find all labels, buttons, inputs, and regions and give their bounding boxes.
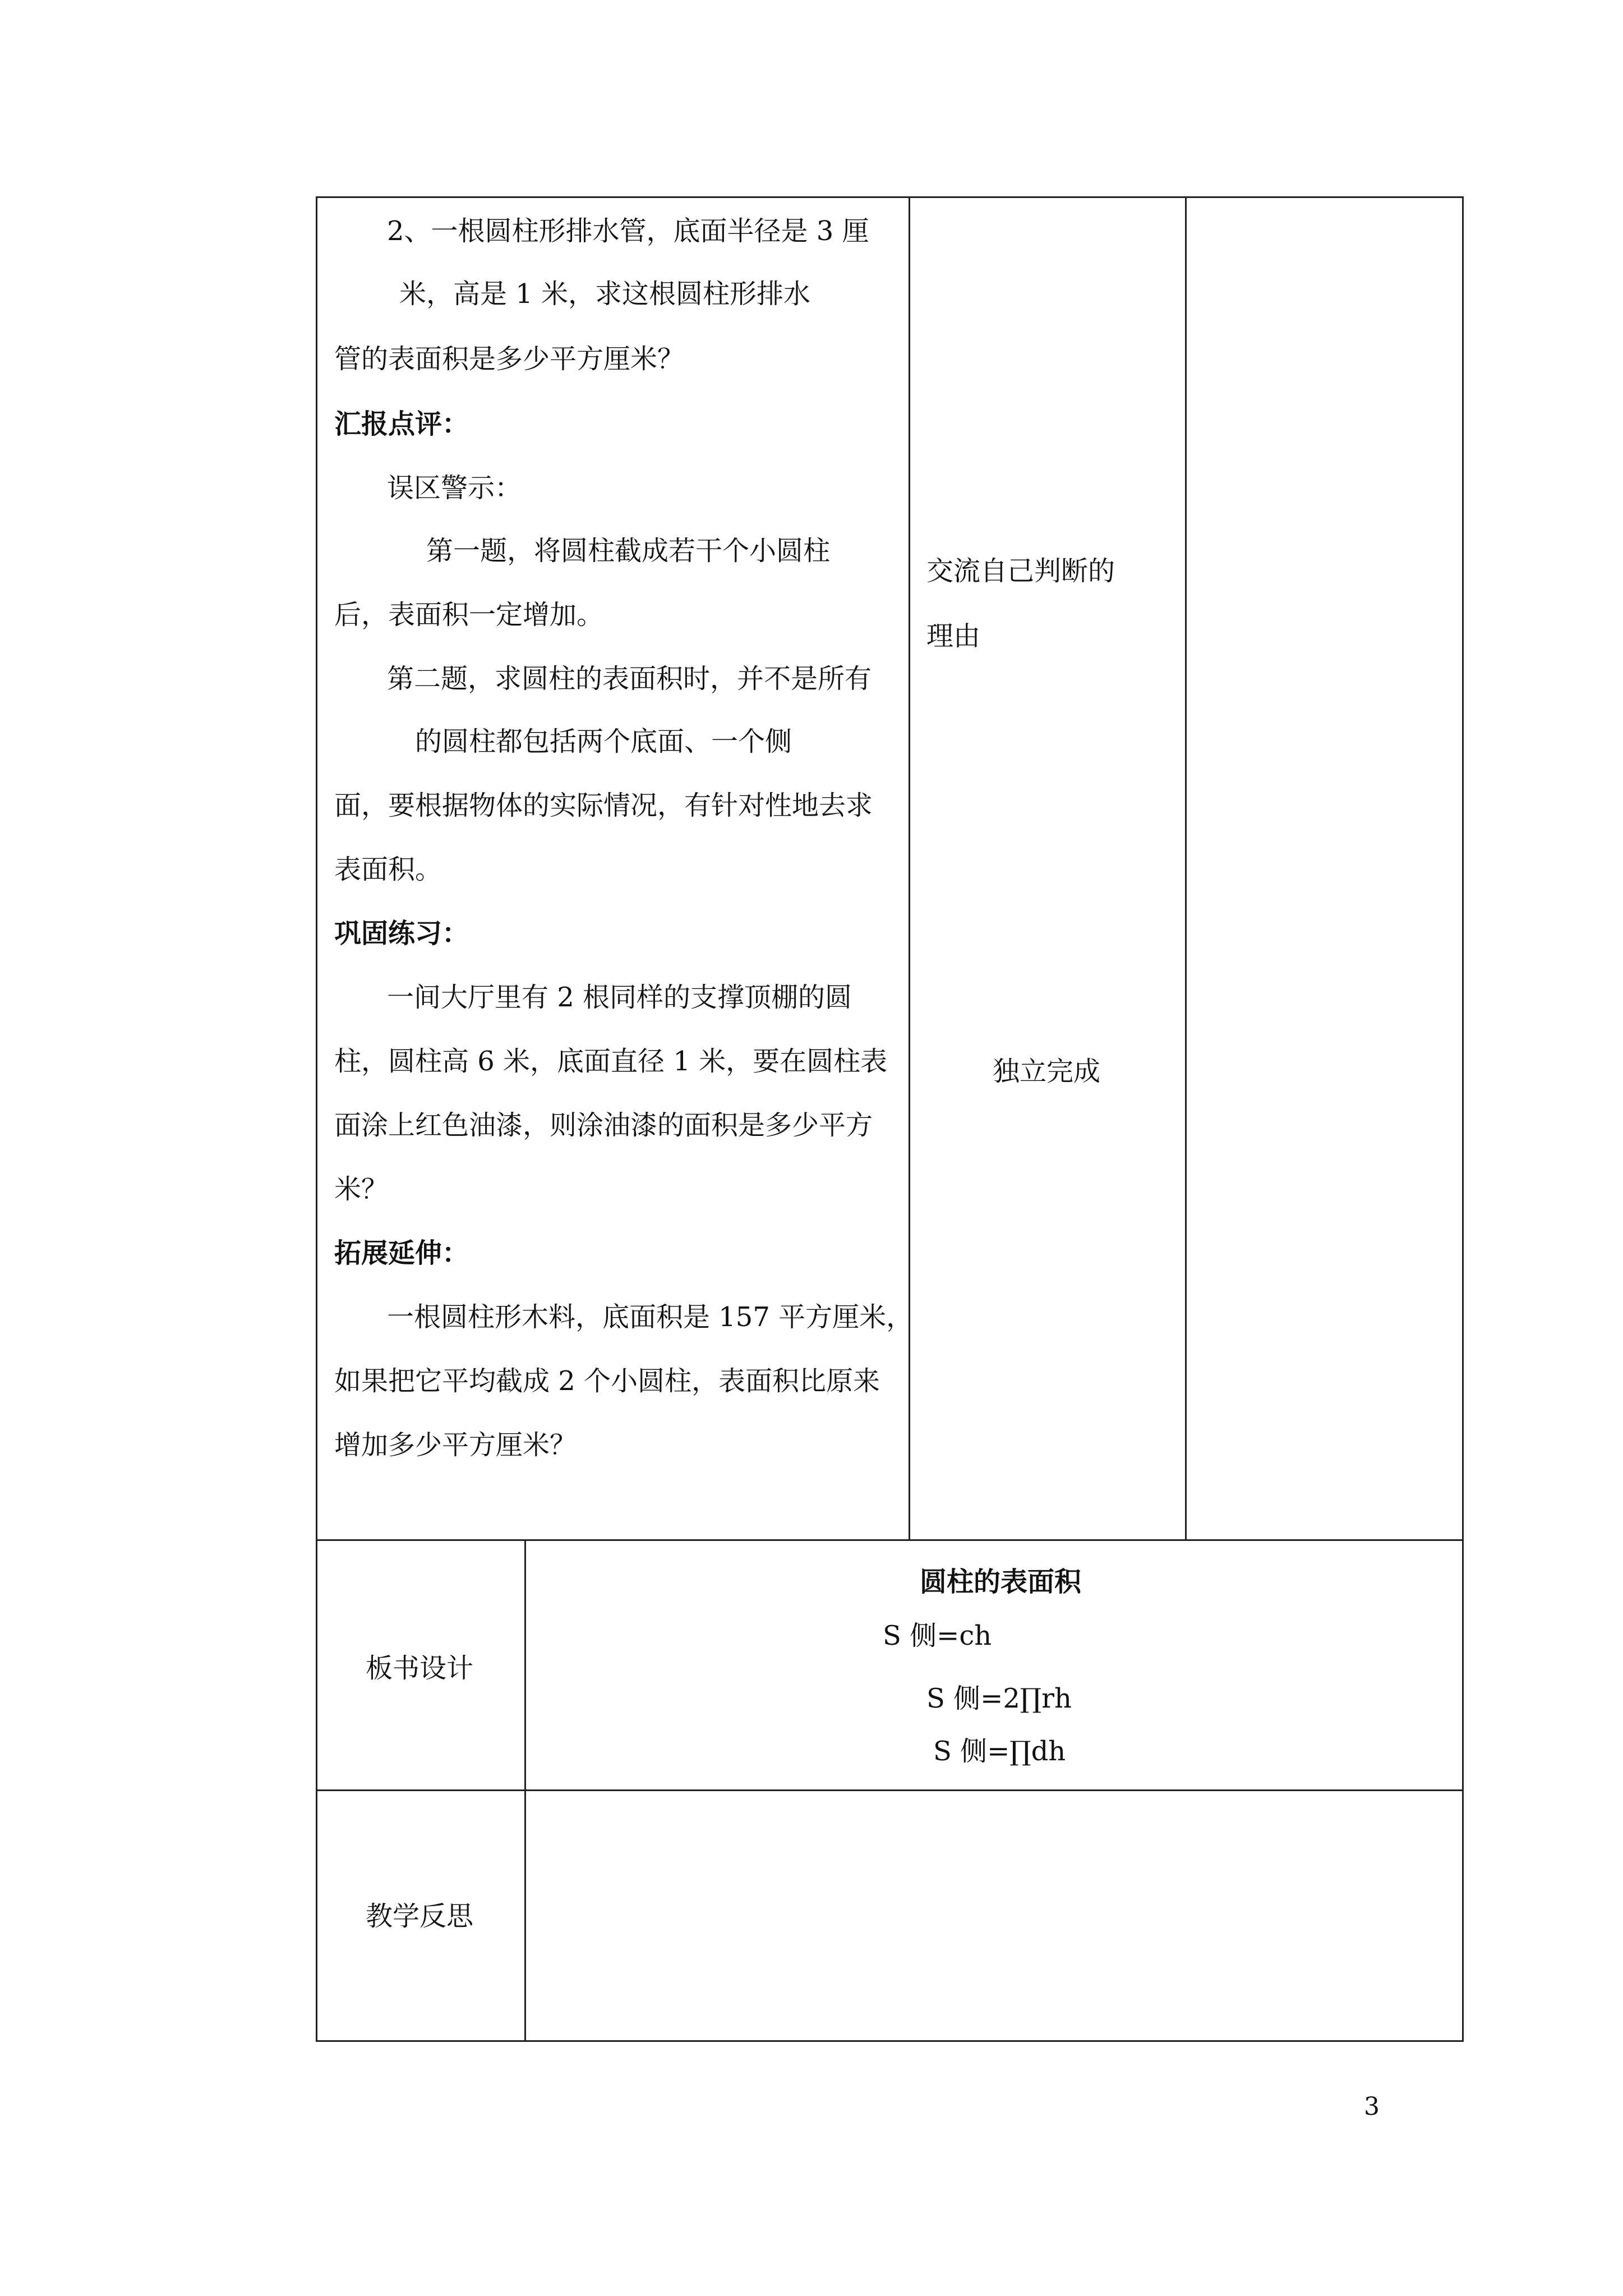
report-heading: 汇报点评： [334, 408, 469, 440]
board-formula-2: S 侧=2∏rh [926, 1683, 1072, 1714]
warning1-line2: 后，表面积一定增加。 [334, 599, 604, 631]
practice-line1: 一间大厅里有 2 根同样的支撑顶棚的圆 [387, 982, 852, 1013]
extend-line2: 如果把它平均截成 2 个小圆柱，表面积比原来 [334, 1365, 880, 1397]
page-number: 3 [1364, 2092, 1380, 2121]
board-formula-3: S 侧=∏dh [933, 1736, 1066, 1767]
extend-heading: 拓展延伸： [334, 1237, 469, 1269]
teaching-reflection-label: 教学反思 [366, 1901, 474, 1932]
extend-line1: 一根圆柱形木料，底面积是 157 平方厘米， [387, 1301, 914, 1333]
board-formula-1: S 侧=ch [883, 1620, 992, 1651]
question2-line3: 管的表面积是多少平方厘米？ [334, 343, 685, 375]
warning2-line1: 第二题，求圆柱的表面积时，并不是所有 [387, 663, 872, 694]
student-activity-note-1-line2: 理由 [926, 620, 981, 652]
warning-label: 误区警示： [387, 472, 522, 504]
warning1-line1: 第一题，将圆柱截成若干个小圆柱 [426, 535, 831, 567]
practice-line4: 米？ [334, 1174, 389, 1205]
warning2-line3: 面，要根据物体的实际情况，有针对性地去求 [334, 790, 873, 821]
label-column-divider [524, 1539, 526, 2042]
student-activity-note-1-line1: 交流自己判断的 [926, 555, 1115, 587]
row-divider-board [316, 1539, 1464, 1541]
warning2-line4: 表面积。 [334, 854, 442, 885]
row-divider-reflection [316, 1789, 1464, 1791]
practice-heading: 巩固练习： [334, 918, 469, 949]
question2-line2: 米，高是 1 米，求这根圆柱形排水 [399, 278, 811, 310]
practice-line3: 面涂上红色油漆，则涂油漆的面积是多少平方 [334, 1110, 873, 1141]
board-design-label: 板书设计 [366, 1653, 474, 1684]
practice-line2: 柱，圆柱高 6 米，底面直径 1 米，要在圆柱表 [334, 1046, 888, 1077]
warning2-line2: 的圆柱都包括两个底面、一个侧 [415, 726, 792, 757]
column-divider-1 [909, 196, 910, 1540]
board-title: 圆柱的表面积 [920, 1566, 1082, 1598]
column-divider-2 [1185, 196, 1187, 1540]
student-activity-note-2: 独立完成 [993, 1056, 1101, 1087]
question2-line1: 2、一根圆柱形排水管，底面半径是 3 厘 [387, 215, 869, 247]
extend-line3: 增加多少平方厘米？ [334, 1429, 577, 1461]
